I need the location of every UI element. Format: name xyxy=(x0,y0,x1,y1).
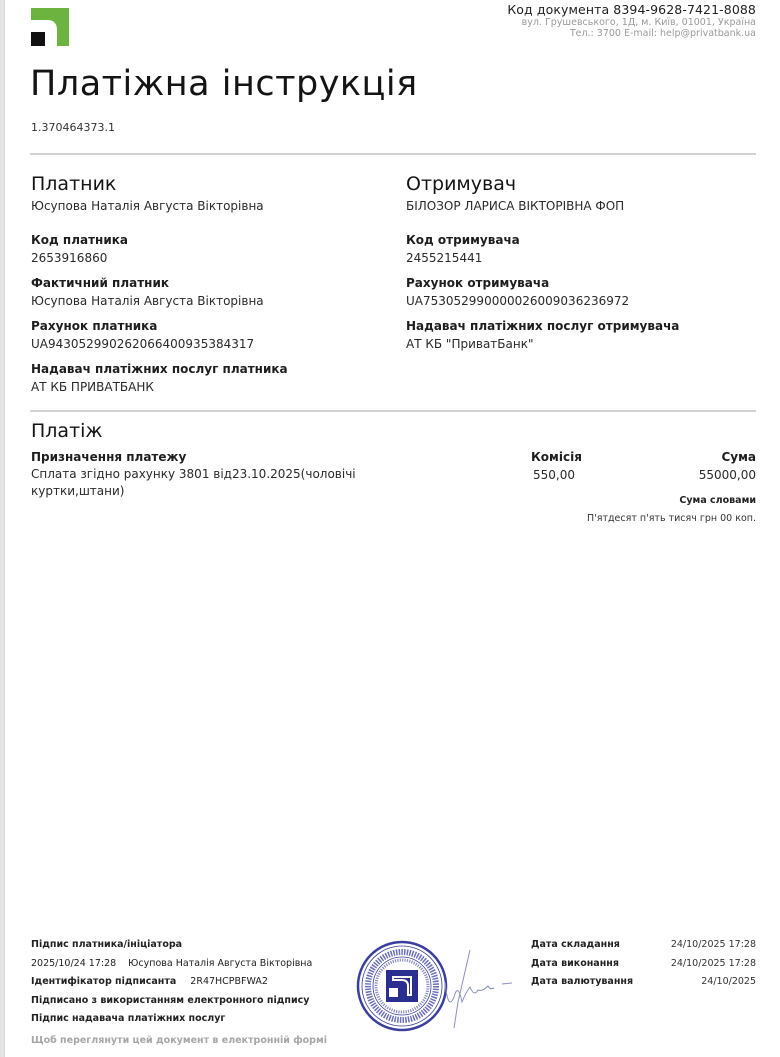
provider-signature-label: Підпис надавача платіжних послуг xyxy=(31,1013,226,1025)
purpose-value: Сплата згідно рахунку 3801 від23.10.2025(чоловічі куртки,штани) xyxy=(31,467,356,498)
privatbank-logo-icon xyxy=(31,8,69,46)
date-composed-row xyxy=(531,939,756,958)
field-value: UA943052990262066400935384317 xyxy=(31,337,255,351)
signature-label: Підпис платника/ініціатора xyxy=(31,939,183,950)
recipient-heading: Отримувач xyxy=(406,173,517,195)
date-value: 24/10/2025 xyxy=(701,976,756,988)
signature-datetime: 2025/10/24 17:28 xyxy=(31,957,117,969)
signature-icon xyxy=(440,942,520,1032)
signature-line xyxy=(31,958,351,977)
commission xyxy=(531,450,582,483)
date-executed-row xyxy=(531,958,756,977)
field-value: АТ КБ ПРИВАТБАНК xyxy=(31,380,154,394)
document-number: 1.370464373.1 xyxy=(31,121,115,134)
payer-code-field xyxy=(31,233,391,266)
divider xyxy=(30,410,756,412)
divider xyxy=(30,153,756,155)
field-label: Надавач платіжних послуг отримувача xyxy=(406,319,680,333)
recipient-provider-field xyxy=(406,319,766,352)
field-label: Рахунок платника xyxy=(31,319,158,333)
bank-address: вул. Грушевського, 1Д, м. Київ, 01001, Україна xyxy=(521,17,756,28)
amount xyxy=(699,450,756,483)
amount-in-words xyxy=(587,495,756,525)
document-code: Код документа 8394-9628-7421-8088 xyxy=(507,2,756,17)
signature-name: Юсупова Наталія Августа Вікторівна xyxy=(128,957,313,969)
signature-info xyxy=(31,939,351,1054)
date-value-row xyxy=(531,976,756,995)
field-value: АТ КБ "ПриватБанк" xyxy=(406,337,534,351)
payment-heading: Платіж xyxy=(31,420,103,442)
amount-words-value: П'ятдесят п'ять тисяч грн 00 коп. xyxy=(586,513,756,524)
recipient-code-field xyxy=(406,233,766,266)
date-value: 24/10/2025 17:28 xyxy=(670,957,756,969)
amount-value: 55000,00 xyxy=(698,468,756,482)
amount-label: Сума xyxy=(721,450,756,464)
payer-section xyxy=(31,173,391,395)
field-value: Юсупова Наталія Августа Вікторівна xyxy=(31,294,264,308)
page-left-edge xyxy=(0,0,5,1057)
field-value: UA753052990000026009036236972 xyxy=(406,294,630,308)
field-label: Рахунок отримувача xyxy=(406,276,550,290)
view-electronic-hint[interactable]: Щоб переглянути цей документ в електронній формі xyxy=(31,1034,327,1046)
date-label: Дата виконання xyxy=(531,957,619,969)
payment-purpose xyxy=(31,450,371,500)
signer-id-label: Ідентифікатор підписанта xyxy=(31,976,177,988)
page-title: Платіжна інструкція xyxy=(30,64,418,104)
date-value: 24/10/2025 17:28 xyxy=(670,939,756,950)
recipient-section xyxy=(406,173,766,352)
signer-id-value: 2R47HCPBFWA2 xyxy=(190,976,268,988)
date-label: Дата валютування xyxy=(531,976,634,988)
purpose-label: Призначення платежу xyxy=(31,450,187,464)
commission-label: Комісія xyxy=(531,450,582,464)
field-label: Код платника xyxy=(31,233,128,247)
field-label: Надавач платіжних послуг платника xyxy=(31,362,288,376)
signer-id-line xyxy=(31,976,351,995)
amount-words-label: Сума словами xyxy=(679,495,756,506)
commission-value: 550,00 xyxy=(533,468,575,482)
payer-provider-field xyxy=(31,362,391,395)
field-label: Фактичний платник xyxy=(31,276,170,290)
field-label: Код отримувача xyxy=(406,233,520,247)
payer-heading: Платник xyxy=(31,173,117,195)
document-header-info xyxy=(507,2,756,39)
recipient-account-field xyxy=(406,276,766,309)
e-signature-note: Підписано з використанням електронного підпису xyxy=(31,994,310,1006)
recipient-name: БІЛОЗОР ЛАРИСА ВІКТОРІВНА ФОП xyxy=(406,199,625,213)
bank-contacts: Тел.: 3700 E-mail: help@privatbank.ua xyxy=(569,28,756,39)
actual-payer-field xyxy=(31,276,391,309)
field-value: 2455215441 xyxy=(406,251,483,265)
bank-stamp-icon xyxy=(356,940,448,1032)
field-value: 2653916860 xyxy=(31,251,108,265)
date-label: Дата складання xyxy=(531,939,620,950)
payer-account-field xyxy=(31,319,391,352)
dates-info xyxy=(531,939,756,995)
payer-name: Юсупова Наталія Августа Вікторівна xyxy=(31,199,264,213)
